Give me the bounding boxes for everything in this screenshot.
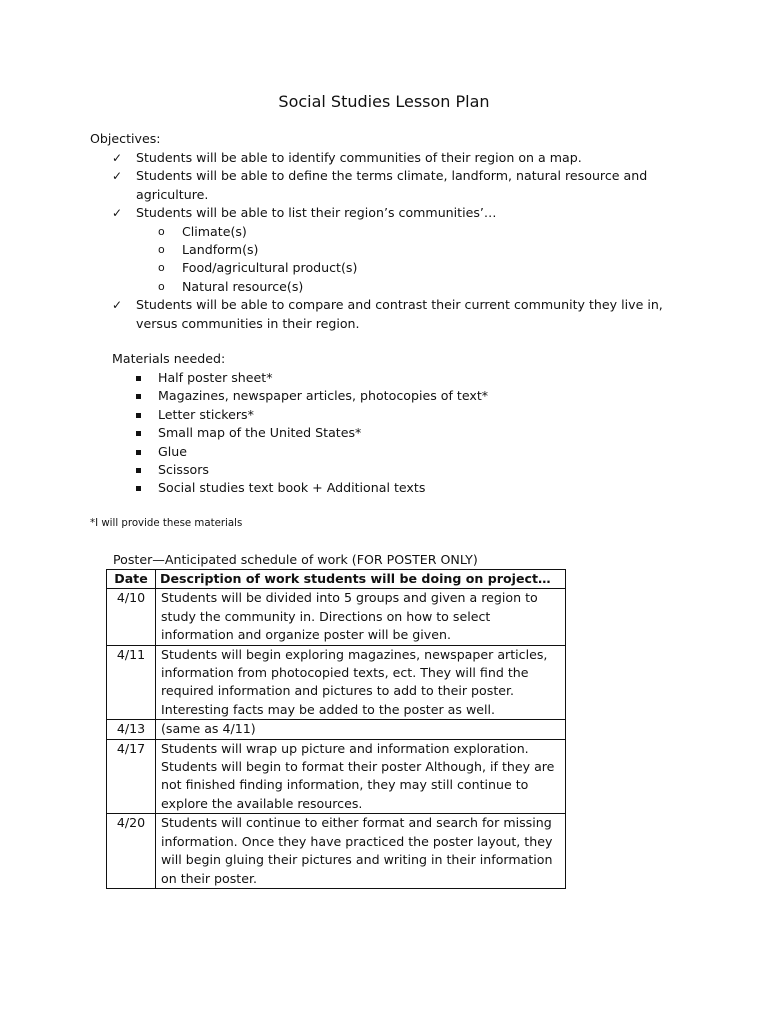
square-bullet-icon <box>136 413 141 418</box>
row-description: (same as 4/11) <box>156 720 566 739</box>
objective-subitems <box>136 223 672 297</box>
square-bullet-icon <box>136 450 141 455</box>
objective-text: Students will be able to define the terms climate, landform, natural resource and agriculture. <box>136 168 648 202</box>
description-column-header: Description of work students will be doing on project… <box>156 570 566 589</box>
material-item <box>134 424 654 442</box>
material-item <box>134 387 654 405</box>
table-header-row <box>107 570 566 589</box>
material-item <box>134 461 654 479</box>
row-date: 4/13 <box>107 720 156 739</box>
row-date: 4/20 <box>107 814 156 889</box>
row-date: 4/10 <box>107 589 156 645</box>
subitem-text: Landform(s) <box>182 242 259 258</box>
square-bullet-icon <box>136 376 141 381</box>
row-date: 4/11 <box>107 645 156 720</box>
objectives-list <box>112 149 672 333</box>
row-description: Students will wrap up picture and information exploration. Students will begin to format their poster Although, if they are not finished finding information, they may still continue to explore the available resources. <box>156 739 566 814</box>
objective-subitem <box>158 278 672 296</box>
material-text: Scissors <box>158 462 209 478</box>
check-icon: ✓ <box>112 151 123 165</box>
objective-item <box>112 296 672 333</box>
material-text: Magazines, newspaper articles, photocopies of text* <box>158 388 489 404</box>
objective-text: Students will be able to identify communities of their region on a map. <box>136 150 582 165</box>
circle-icon: o <box>158 279 165 293</box>
circle-icon: o <box>158 261 165 275</box>
table-row <box>107 720 566 739</box>
material-text: Small map of the United States* <box>158 425 362 441</box>
table-row <box>107 814 566 889</box>
schedule-table <box>106 569 566 889</box>
schedule-caption: Poster—Anticipated schedule of work (FOR POSTER ONLY) <box>113 552 478 567</box>
material-text: Social studies text book + Additional texts <box>158 480 426 496</box>
square-bullet-icon <box>136 486 141 491</box>
row-description: Students will be divided into 5 groups and given a region to study the community in. Directions on how to select information and organize poster will be given. <box>156 589 566 645</box>
square-bullet-icon <box>136 394 141 399</box>
subitem-text: Natural resource(s) <box>182 278 304 294</box>
material-text: Half poster sheet* <box>158 370 273 385</box>
circle-icon: o <box>158 243 165 257</box>
objective-item <box>112 149 672 167</box>
square-bullet-icon <box>136 468 141 473</box>
row-date: 4/17 <box>107 739 156 814</box>
check-icon: ✓ <box>112 206 123 221</box>
check-icon: ✓ <box>112 169 123 184</box>
row-description: Students will begin exploring magazines, newspaper articles, information from photocopied texts, ect. They will find the required information and pictures to add to their poster. Interesting facts may be added to the poster as well. <box>156 645 566 720</box>
material-text: Letter stickers* <box>158 406 254 422</box>
square-bullet-icon <box>136 431 141 436</box>
objective-item <box>112 204 672 296</box>
page-title: Social Studies Lesson Plan <box>278 92 490 111</box>
objective-subitem <box>158 259 672 277</box>
material-item <box>134 369 654 387</box>
objective-subitem <box>158 241 672 259</box>
materials-footnote: *I will provide these materials <box>90 518 243 529</box>
objective-item <box>112 167 672 204</box>
objective-text: Students will be able to list their region’s communities’… <box>136 205 497 221</box>
materials-heading: Materials needed: <box>112 351 226 366</box>
material-item <box>134 479 654 497</box>
table-row <box>107 739 566 814</box>
objective-text: Students will be able to compare and contrast their current community they live in, versus communities in their region. <box>136 297 663 331</box>
table-row <box>107 589 566 645</box>
row-description: Students will continue to either format and search for missing information. Once they have practiced the poster layout, they will begin gluing their pictures and writing in their information on their poster. <box>156 814 566 889</box>
objective-subitem <box>158 223 672 241</box>
objectives-heading: Objectives: <box>90 131 161 146</box>
table-row <box>107 645 566 720</box>
date-column-header: Date <box>107 570 156 589</box>
check-icon: ✓ <box>112 298 123 313</box>
material-item <box>134 443 654 461</box>
material-text: Glue <box>158 443 187 459</box>
materials-list <box>134 369 654 498</box>
subitem-text: Food/agricultural product(s) <box>182 260 358 276</box>
circle-icon: o <box>158 224 165 238</box>
material-item <box>134 406 654 424</box>
subitem-text: Climate(s) <box>182 223 247 239</box>
